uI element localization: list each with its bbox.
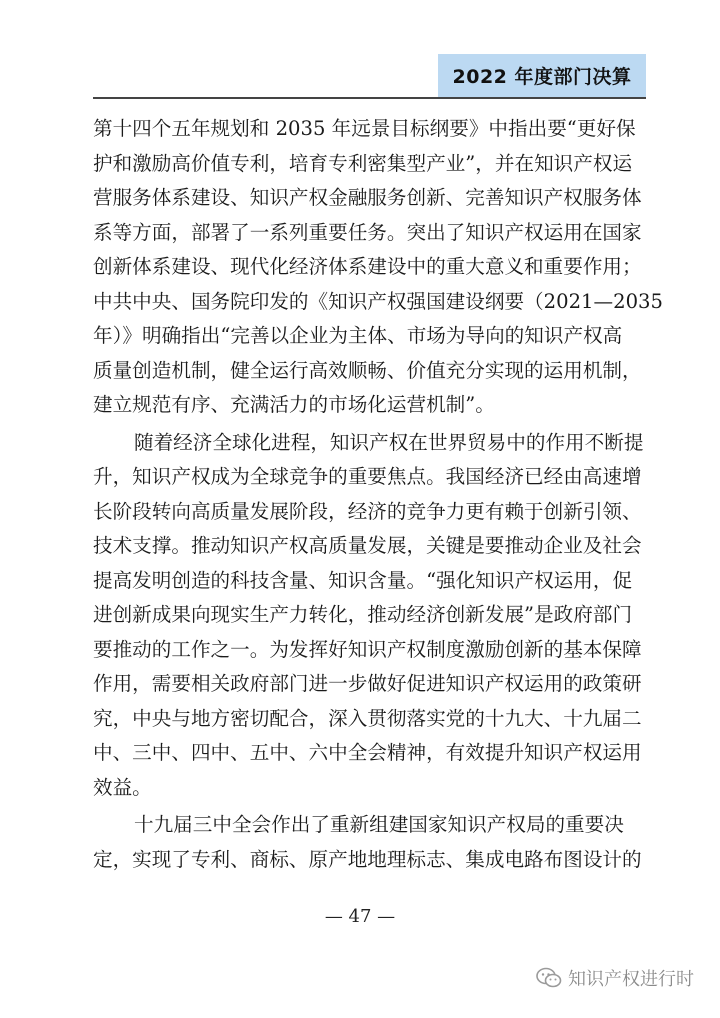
text-line: 定，实现了专利、商标、原产地地理标志、集成电路布图设计的	[93, 847, 642, 871]
text-line: 提高发明创造的科技含量、知识含量。“强化知识产权运用，促	[93, 568, 633, 592]
report-title: 2022 年度部门决算	[452, 66, 632, 88]
text-line: 创新体系建设、现代化经济体系建设中的重大意义和重要作用；	[93, 255, 642, 278]
text-line: 进创新成果向现实生产力转化，推动经济创新发展”是政府部门	[93, 603, 633, 626]
body-text	[93, 112, 663, 877]
text-line: 中、三中、四中、五中、六中全会精神，有效提升知识产权运用	[93, 741, 642, 764]
page-number: — 47 —	[324, 906, 396, 927]
text-line: 质量创造机制，健全运行高效顺畅、价值充分实现的运用机制，	[93, 358, 642, 382]
watermark-text: 知识产权进行时	[568, 969, 694, 990]
watermark	[536, 964, 694, 992]
text-line: 第十四个五年规划和 2035 年远景目标纲要》中指出要“更好保	[93, 117, 636, 140]
text-line: 年）》明确指出“完善以企业为主体、市场为导向的知识产权高	[93, 324, 623, 347]
wechat-icon	[536, 967, 562, 989]
header-rule	[93, 97, 646, 99]
text-line: 建立规范有序、充满活力的市场化运营机制”。	[93, 393, 495, 416]
text-line: 系等方面，部署了一系列重要任务。突出了知识产权运用在国家	[93, 220, 642, 244]
report-title-banner	[438, 54, 646, 97]
paragraph-start-line: 十九届三中全会作出了重新组建国家知识产权局的重要决	[134, 813, 624, 836]
text-line: 营服务体系建设、知识产权金融服务创新、完善知识产权服务体	[93, 186, 642, 209]
text-line: 长阶段转向高质量发展阶段，经济的竞争力更有赖于创新引领、	[93, 499, 642, 523]
text-line: 护和激励高价值专利，培育专利密集型产业”，并在知识产权运	[93, 151, 633, 175]
text-line: 效益。	[93, 775, 152, 799]
text-line: 究，中央与地方密切配合，深入贯彻落实党的十九大、十九届二	[93, 706, 642, 730]
text-line: 作用，需要相关政府部门进一步做好促进知识产权运用的政策研	[93, 672, 642, 695]
text-line: 中共中央、国务院印发的《知识产权强国建设纲要（2021—2035	[93, 289, 663, 313]
text-line: 技术支撑。推动知识产权高质量发展，关键是要推动企业及社会	[93, 534, 642, 557]
paragraph-start-line: 随着经济全球化进程，知识产权在世界贸易中的作用不断提	[134, 430, 644, 454]
text-line: 要推动的工作之一。为发挥好知识产权制度激励创新的基本保障	[93, 637, 642, 661]
text-line: 升，知识产权成为全球竞争的重要焦点。我国经济已经由高速增	[93, 465, 642, 488]
